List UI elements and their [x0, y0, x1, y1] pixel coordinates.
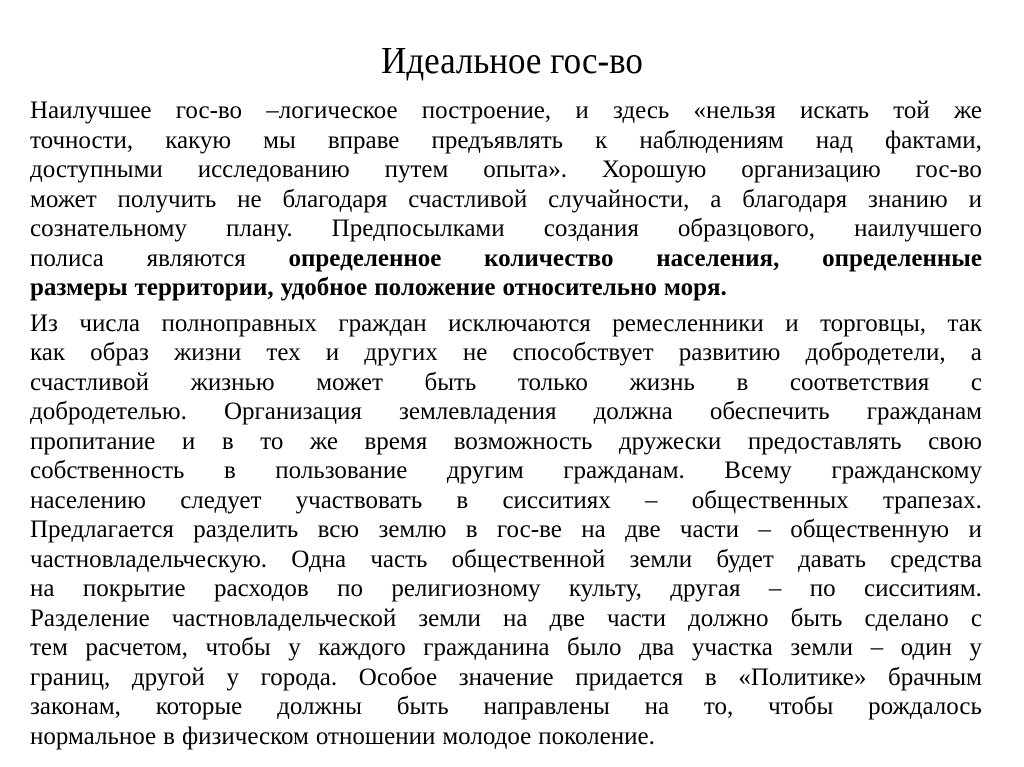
- word: было: [566, 634, 622, 661]
- word: которые: [155, 693, 243, 720]
- word: счастливой: [30, 368, 150, 396]
- text-line: [30, 604, 982, 634]
- word: только: [517, 368, 588, 396]
- word: границ,: [30, 663, 111, 691]
- text-line: [30, 456, 982, 486]
- word: брачным: [888, 663, 982, 691]
- word: –: [645, 486, 658, 514]
- word: гражданскому: [831, 457, 982, 484]
- paragraph-2: [30, 309, 982, 752]
- word: построение,: [421, 97, 552, 124]
- word: в: [221, 427, 234, 455]
- word: частновладельческой: [171, 604, 397, 632]
- word: ремесленники: [612, 309, 764, 337]
- word: гражданам: [866, 398, 982, 425]
- word: на: [581, 516, 606, 543]
- word: фактами,: [885, 126, 982, 154]
- text-line: [30, 214, 982, 244]
- word: плану.: [226, 215, 293, 242]
- word: счастливой: [408, 185, 528, 213]
- word: Хорошую: [601, 156, 707, 183]
- word: в: [704, 663, 717, 691]
- word: же: [309, 427, 338, 455]
- word: –: [870, 634, 884, 661]
- text-line: [30, 155, 982, 185]
- word: средства: [890, 545, 982, 573]
- word: соответствия: [789, 368, 930, 396]
- word: чтобы: [768, 693, 834, 720]
- word: давать: [797, 545, 867, 573]
- word: опыта».: [483, 156, 568, 183]
- word: и: [181, 427, 196, 455]
- word: определенное: [288, 244, 442, 272]
- word: направлены: [483, 693, 610, 720]
- word: тем: [30, 634, 68, 661]
- word: в: [465, 516, 478, 543]
- word: пропитание: [30, 427, 156, 455]
- word: отношении: [315, 722, 436, 750]
- word: гос-во: [175, 97, 243, 124]
- word: жизнью: [190, 368, 275, 396]
- text-line: [30, 663, 982, 693]
- paragraph-1: [30, 96, 982, 303]
- word: культу,: [568, 575, 642, 602]
- word: другая: [670, 575, 741, 602]
- word: гражданам.: [563, 457, 685, 484]
- word: «нельзя: [693, 97, 776, 124]
- word: искать: [800, 97, 870, 124]
- word: жизни: [173, 339, 242, 366]
- word: способствует: [512, 339, 654, 366]
- word: должны: [277, 693, 362, 720]
- word: являются: [146, 244, 246, 272]
- word: по: [809, 575, 836, 602]
- word: исследованию: [197, 156, 350, 183]
- word: наилучшего: [854, 215, 982, 242]
- word: создания: [543, 215, 639, 242]
- text-line: [30, 574, 982, 604]
- text-line: [30, 96, 982, 126]
- text-line: [30, 244, 982, 274]
- word: трапезах.: [882, 486, 982, 514]
- word: землю: [378, 516, 447, 543]
- word: на: [502, 604, 528, 632]
- word: рождалось: [868, 693, 982, 720]
- word: сисситиях: [502, 486, 611, 514]
- word: быть: [424, 368, 477, 396]
- word: той: [893, 97, 930, 124]
- word: Одна: [291, 545, 347, 573]
- word: образ: [90, 339, 149, 366]
- word: покрытие: [82, 575, 186, 602]
- word: у: [969, 634, 982, 661]
- word: и: [785, 309, 799, 337]
- word: с: [970, 368, 982, 396]
- word: Особое: [358, 663, 438, 691]
- word: другим: [446, 457, 524, 484]
- word: на: [644, 693, 670, 720]
- word: всю: [317, 516, 360, 543]
- word: добродетелью.: [30, 398, 187, 425]
- text-line: [30, 722, 982, 752]
- word: Разделение: [30, 604, 150, 632]
- word: населению: [30, 486, 146, 514]
- word: молодое: [442, 722, 532, 750]
- word: полиса: [30, 244, 104, 272]
- word: полноправных: [161, 309, 317, 337]
- word: а: [710, 185, 722, 213]
- word: то: [260, 427, 284, 455]
- word: и: [968, 516, 982, 543]
- word: то,: [703, 693, 734, 720]
- word: возможность: [453, 427, 593, 455]
- word: две: [625, 516, 661, 543]
- word: общественных: [691, 486, 849, 514]
- word: расчетом,: [85, 634, 188, 661]
- word: числа: [79, 309, 141, 337]
- word: определенные: [822, 244, 982, 272]
- word: пользование: [275, 457, 408, 484]
- word: и: [575, 97, 589, 124]
- word: землевладения: [398, 398, 557, 425]
- word: к: [595, 126, 608, 154]
- word: –: [768, 575, 782, 602]
- word: следует: [180, 486, 262, 514]
- word: чтобы: [205, 634, 271, 661]
- text-line: [30, 486, 982, 516]
- text-line: [30, 309, 982, 339]
- word: доступными: [30, 156, 163, 183]
- word: в: [456, 486, 469, 514]
- word: части: [679, 516, 739, 543]
- word: может: [316, 368, 383, 396]
- word: значение: [458, 663, 554, 691]
- word: образцового,: [677, 215, 815, 242]
- word: гос-во: [915, 156, 982, 183]
- slide-title: Идеальное гос-во: [381, 40, 643, 82]
- word: организацию: [741, 156, 881, 183]
- word: у: [288, 634, 301, 661]
- word: сисситиям.: [864, 575, 982, 602]
- word: каждого: [318, 634, 406, 661]
- word: знанию: [867, 185, 948, 213]
- word: и: [968, 185, 982, 213]
- word: гражданина: [423, 634, 550, 661]
- word: физическом: [181, 722, 309, 750]
- word: быть: [790, 604, 843, 632]
- word: две: [549, 604, 585, 632]
- word: на: [30, 575, 55, 602]
- word: мы: [263, 126, 296, 154]
- text-line: [30, 545, 982, 575]
- word: у: [226, 663, 239, 691]
- word: в: [223, 457, 236, 484]
- word: благодаря: [742, 185, 848, 213]
- text-line: [30, 338, 982, 368]
- word: –логическое: [266, 97, 398, 124]
- word: дружески: [618, 427, 722, 455]
- word: обеспечить: [709, 398, 830, 425]
- word: же: [953, 97, 982, 124]
- text-line: [30, 692, 982, 722]
- text-line: [30, 515, 982, 545]
- word: вправе: [327, 126, 400, 154]
- word: земли: [790, 634, 854, 661]
- word: Организация: [223, 398, 362, 425]
- word: сознательному: [30, 215, 187, 242]
- word: количество: [484, 244, 614, 272]
- word: –: [758, 516, 771, 543]
- word: земли: [418, 604, 481, 632]
- word: время: [364, 427, 428, 455]
- word: города.: [260, 663, 338, 691]
- word: так: [947, 309, 982, 337]
- word: земли: [629, 545, 693, 573]
- word: по: [337, 575, 363, 602]
- word: гос-ве: [496, 516, 562, 543]
- word: нормальное: [30, 722, 157, 750]
- word: с: [970, 604, 982, 632]
- word: и: [325, 339, 340, 366]
- word: наблюдениям: [639, 126, 784, 154]
- text-line: [30, 126, 982, 156]
- word: участвовать: [295, 486, 423, 514]
- word: части: [606, 604, 667, 632]
- word: общественную: [790, 516, 950, 543]
- word: «Политике»: [738, 663, 867, 691]
- word: размеры: [30, 274, 128, 301]
- word: участка: [691, 634, 773, 661]
- word: точности,: [30, 126, 134, 154]
- word: придается: [575, 663, 684, 691]
- word: здесь: [612, 97, 670, 124]
- word: моря.: [663, 274, 727, 301]
- word: предоставлять: [747, 427, 902, 455]
- word: добродетели,: [805, 339, 946, 366]
- word: благодаря: [282, 185, 388, 213]
- word: положение: [374, 274, 496, 301]
- word: религиозному: [391, 575, 541, 602]
- word: развитию: [678, 339, 781, 366]
- word: должно: [688, 604, 769, 632]
- word: частновладельческую.: [30, 545, 268, 573]
- text-line: [30, 273, 982, 303]
- word: а: [970, 339, 982, 366]
- word: быть: [396, 693, 449, 720]
- word: случайности,: [548, 185, 690, 213]
- word: может: [30, 185, 97, 213]
- word: торговцы,: [820, 309, 927, 337]
- word: должна: [593, 398, 673, 425]
- word: будет: [716, 545, 774, 573]
- word: расходов: [213, 575, 309, 602]
- word: Из: [30, 309, 58, 337]
- slide-body: [30, 96, 982, 751]
- text-line: [30, 185, 982, 215]
- word: других: [364, 339, 438, 366]
- word: граждан: [338, 309, 427, 337]
- word: часть: [370, 545, 428, 573]
- word: Всему: [724, 457, 792, 484]
- word: законам,: [30, 693, 121, 720]
- word: не: [237, 185, 262, 213]
- word: территории,: [134, 274, 274, 301]
- text-line: [30, 368, 982, 398]
- word: относительно: [502, 274, 657, 301]
- word: другой: [131, 663, 205, 691]
- word: общественной: [451, 545, 606, 573]
- word: жизнь: [629, 368, 695, 396]
- word: Предлагается: [30, 516, 174, 543]
- word: разделить: [193, 516, 299, 543]
- word: путем: [384, 156, 449, 183]
- word: как: [30, 339, 66, 366]
- word: свою: [928, 427, 982, 455]
- word: предъявлять: [431, 126, 564, 154]
- word: тех: [266, 339, 301, 366]
- word: удобное: [280, 274, 368, 301]
- word: Наилучшее: [30, 97, 152, 124]
- word: в: [736, 368, 749, 396]
- word: какую: [165, 126, 232, 154]
- text-line: [30, 427, 982, 457]
- word: не: [462, 339, 488, 366]
- word: поколение.: [538, 722, 655, 750]
- word: один: [900, 634, 952, 661]
- text-line: [30, 633, 982, 663]
- word: два: [638, 634, 675, 661]
- word: Предпосылками: [331, 215, 505, 242]
- word: населения,: [656, 244, 780, 272]
- word: в: [163, 722, 175, 750]
- word: собственность: [30, 457, 185, 484]
- word: исключаются: [448, 309, 591, 337]
- word: получить: [117, 185, 217, 213]
- word: над: [815, 126, 853, 154]
- text-line: [30, 397, 982, 427]
- word: сделано: [864, 604, 949, 632]
